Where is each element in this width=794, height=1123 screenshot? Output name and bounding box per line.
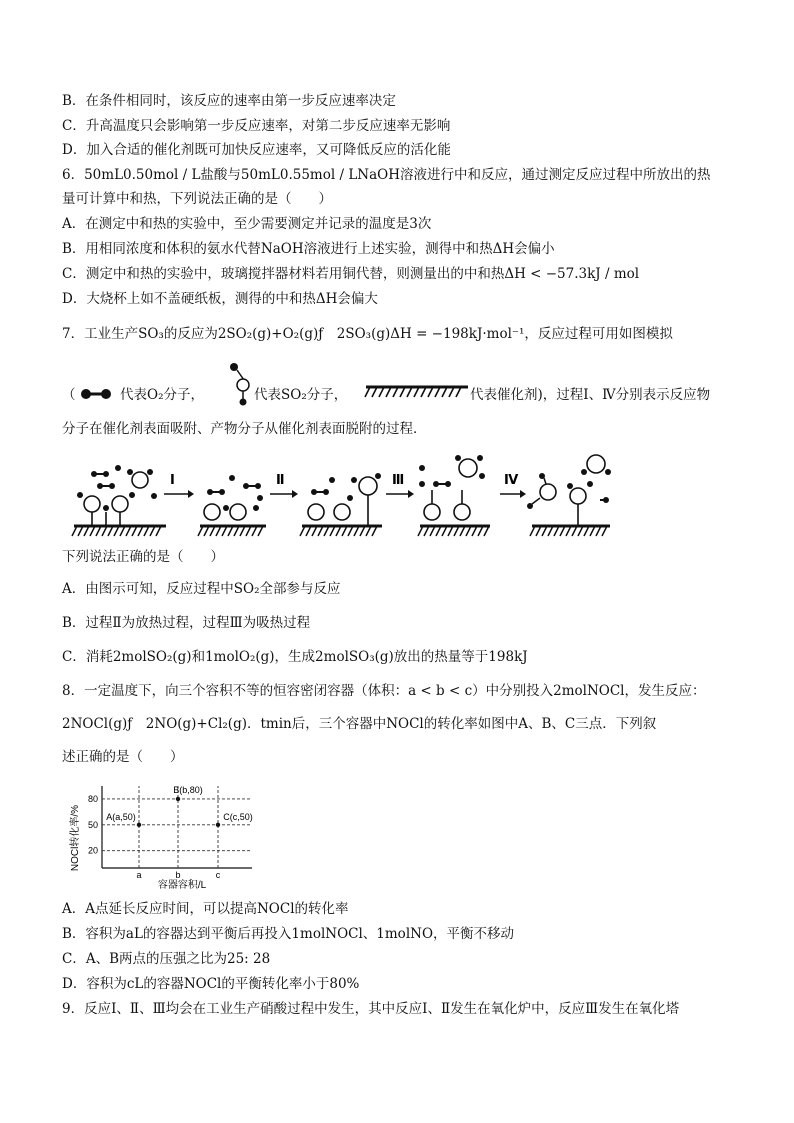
adsorption-process-figure xyxy=(70,450,620,538)
q6-option-a: A．在测定中和热的实验中，至少需要测定并记录的温度是3次 xyxy=(62,216,432,232)
q8-option-d: D．容积为cL的容器NOCl的平衡转化率小于80% xyxy=(62,976,360,992)
q7-legend-so2: 代表SO₂分子， xyxy=(254,387,348,403)
q8-stem-line1: 8．一定温度下，向三个容积不等的恒容密闭容器（体积：a < b < c）中分别投入2molNOCl，发生反应： xyxy=(62,683,706,699)
q6-stem-line1: 6．50mL0.50mol / L盐酸与50mL0.55mol / LNaOH溶液进行中和反应，通过测定反应过程中所放出的热 xyxy=(62,167,711,183)
q7-option-c: C．消耗2molSO₂(g)和1molO₂(g)，生成2molSO₃(g)放出的热量等于198kJ xyxy=(62,649,528,665)
q6-stem-line2: 量可计算中和热，下列说法正确的是（ ） xyxy=(62,191,332,207)
catalyst-surface-icon xyxy=(364,384,470,400)
q7-legend-o2: 代表O₂分子， xyxy=(120,387,204,403)
q7-legend-catalyst: 代表催化剂)，过程Ⅰ、Ⅳ分别表示反应物 xyxy=(470,387,711,403)
q5-option-d: D．加入合适的催化剂既可加快反应速率，又可降低反应的活化能 xyxy=(62,142,451,158)
x-axis-label: 容器容积/L xyxy=(157,880,207,891)
q6-option-b: B．用相同浓度和体积的氨水代替NaOH溶液进行上述实验，测得中和热ΔH会偏小 xyxy=(62,241,555,257)
stage-5 xyxy=(527,455,611,526)
q6-option-c: C．测定中和热的实验中，玻璃搅拌器材料若用铜代替，则测量出的中和热ΔH < −57.3kJ / mol xyxy=(62,266,640,282)
step-label: Ⅰ xyxy=(170,472,175,487)
x-tick-label: c xyxy=(215,870,221,880)
point-label: A(a,50) xyxy=(106,811,136,822)
data-point xyxy=(216,823,220,827)
stage-4 xyxy=(419,455,490,526)
q8-stem-line3: 述正确的是（ ） xyxy=(62,749,184,765)
conversion-chart xyxy=(62,778,262,893)
point-label: C(c,50) xyxy=(223,811,253,822)
q7-option-a: A．由图示可知，反应过程中SO₂全部参与反应 xyxy=(62,581,341,597)
step-label: Ⅲ xyxy=(392,472,405,487)
stage-3 xyxy=(302,473,382,526)
x-tick-label: b xyxy=(175,870,181,880)
q8-stem-line2: 2NOCl(g)ƒ 2NO(g)+Cl₂(g)．tmin后，三个容器中NOCl的转化率如图中A、B、C三点．下列叙 xyxy=(62,716,657,732)
x-tick-label: a xyxy=(136,870,142,880)
q5-option-b: B．在条件相同时，该反应的速率由第一步反应速率决定 xyxy=(62,93,396,109)
q9-stem-line1: 9．反应Ⅰ、Ⅱ、Ⅲ均会在工业生产硝酸过程中发生，其中反应Ⅰ、Ⅱ发生在氧化炉中，反应Ⅲ发生在氧化塔 xyxy=(62,1001,680,1017)
q5-option-c: C．升高温度只会影响第一步反应速率，对第二步反应速率无影响 xyxy=(62,118,451,134)
q7-stem-line1: 7．工业生产SO₃的反应为2SO₂(g)+O₂(g)ƒ 2SO₃(g)ΔH = −198kJ·mol⁻¹，反应过程可用如图模拟 xyxy=(62,326,673,342)
q6-option-d: D．大烧杯上如不盖硬纸板，测得的中和热ΔH会偏大 xyxy=(62,291,378,307)
q8-option-c: C．A、B两点的压强之比为25: 28 xyxy=(62,951,271,967)
data-point xyxy=(176,797,180,801)
o2-molecule-icon xyxy=(78,384,118,404)
y-tick-label: 50 xyxy=(87,819,98,830)
y-axis-label: NOCl转化率/% xyxy=(70,804,81,872)
step-label: Ⅱ xyxy=(276,472,285,487)
data-point xyxy=(137,823,141,827)
so2-molecule-icon xyxy=(228,360,254,406)
q8-option-b: B．容积为aL的容器达到平衡后再投入1molNOCl、1molNO，平衡不移动 xyxy=(62,926,515,942)
q7-option-b: B．过程Ⅱ为放热过程，过程Ⅲ为吸热过程 xyxy=(62,615,311,631)
stage-1 xyxy=(74,465,166,526)
step-label: Ⅳ xyxy=(504,472,519,487)
y-tick-label: 80 xyxy=(87,793,98,804)
stage-2 xyxy=(200,475,266,526)
point-label: B(b,80) xyxy=(173,784,203,795)
q7-question: 下列说法正确的是（ ） xyxy=(62,549,224,565)
q8-option-a: A．A点延长反应时间，可以提高NOCl的转化率 xyxy=(62,901,349,917)
q7-legend-open: （ xyxy=(62,387,76,403)
y-tick-label: 20 xyxy=(87,845,98,856)
q7-stem-line3: 分子在催化剂表面吸附、产物分子从催化剂表面脱附的过程． xyxy=(62,421,427,437)
